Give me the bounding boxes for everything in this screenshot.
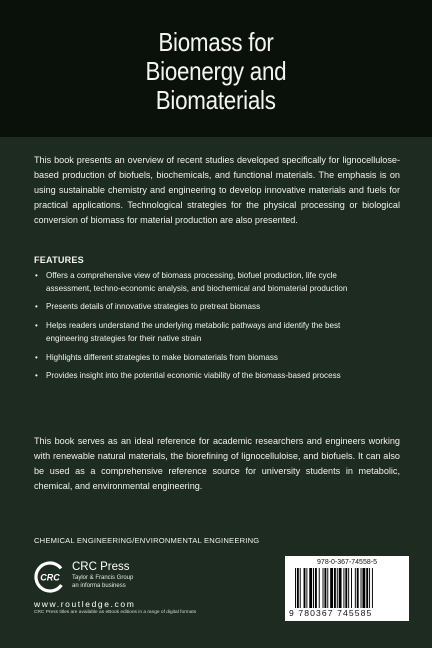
book-title-line-3: Biomaterials bbox=[156, 85, 276, 115]
barcode-bar bbox=[300, 568, 301, 608]
barcode-bar bbox=[297, 568, 299, 608]
isbn-number: 978-0-367-74558-5 bbox=[317, 559, 377, 566]
crc-logo-text: CRC bbox=[40, 572, 60, 583]
feature-item bbox=[34, 352, 374, 365]
barcode-bar bbox=[337, 568, 338, 608]
publisher-group bbox=[72, 575, 133, 590]
feature-text: Highlights different strategies to make biomaterials from biomass bbox=[46, 352, 278, 362]
feature-item bbox=[34, 270, 374, 295]
bullet-icon: • bbox=[35, 271, 38, 280]
barcode-bar bbox=[319, 568, 320, 608]
features-heading: FEATURES bbox=[34, 255, 84, 265]
ebook-note: CRC Press titles are available as eBook editions in a range of digital formats bbox=[34, 610, 197, 615]
barcode-bar bbox=[348, 568, 349, 608]
feature-text: Offers a comprehensive view of biomass processing, biofuel production, life cycle assessment, techno-economic analysis, and biochemical and biomaterial production bbox=[46, 271, 348, 293]
publisher-name: CRC Press bbox=[72, 561, 130, 573]
barcode-bar bbox=[339, 568, 342, 608]
barcode-bar bbox=[369, 568, 370, 608]
book-title-line-1: Biomass for bbox=[158, 27, 274, 57]
isbn-barcode bbox=[285, 556, 409, 621]
barcode-bar bbox=[343, 568, 344, 608]
feature-item bbox=[34, 370, 374, 383]
subject-category: CHEMICAL ENGINEERING/ENVIRONMENTAL ENGINEERING bbox=[34, 536, 260, 545]
barcode-bar bbox=[366, 568, 368, 608]
intro-paragraph: This book presents an overview of recent studies developed specifically for lignocellulose-based production of biofuels, biochemicals, and functional materials. The emphasis is on using sustainable chemistry and engineering to develop innovative materials and fuels for practical applications. Technological strategies for the physical processing or biological conversion of biomass for material production are also presented. bbox=[34, 155, 400, 225]
barcode-bar bbox=[362, 568, 365, 608]
barcode-bar bbox=[330, 568, 333, 608]
barcode-bar bbox=[313, 568, 314, 608]
barcode-bar bbox=[351, 568, 352, 608]
barcode-bar bbox=[345, 568, 347, 608]
crc-logo-icon bbox=[34, 561, 66, 593]
barcode-bar bbox=[323, 568, 324, 608]
bullet-icon: • bbox=[35, 302, 38, 312]
feature-text: Helps readers understand the underlying metabolic pathways and identify the best engineering strategies for their native strain bbox=[46, 321, 341, 343]
barcode-bars bbox=[295, 568, 399, 608]
barcode-bar bbox=[361, 568, 362, 608]
barcode-bar bbox=[309, 568, 312, 608]
feature-text: Provides insight into the potential economic viability of the biomass-based process bbox=[46, 371, 341, 381]
bullet-icon: • bbox=[35, 352, 38, 362]
barcode-bar bbox=[306, 568, 307, 608]
outro-paragraph: This book serves as an ideal reference for academic researchers and engineers working with renewable natural materials, the biorefining of lignocelluloise, and biofuels. It can also be used as a comprehensive reference source for university students in metabolic, chemical, and environmental engineering. bbox=[34, 436, 400, 491]
barcode-bar bbox=[324, 568, 326, 608]
barcode-bar bbox=[334, 568, 336, 608]
barcode-bar bbox=[357, 568, 359, 608]
barcode-bar bbox=[315, 568, 317, 608]
publisher-business: an informa business bbox=[72, 582, 126, 589]
feature-text: Presents details of innovative strategies to pretreat biomass bbox=[46, 302, 261, 312]
bullet-icon: • bbox=[35, 321, 38, 331]
feature-item bbox=[34, 301, 374, 314]
isbn-digits: 9 780367 745585 bbox=[289, 608, 373, 618]
title-band bbox=[0, 0, 432, 137]
book-title-line-2: Bioenergy and bbox=[145, 56, 287, 86]
barcode-bar bbox=[304, 568, 306, 608]
barcode-bar bbox=[327, 568, 328, 608]
feature-list bbox=[34, 270, 374, 389]
bullet-icon: • bbox=[35, 371, 38, 381]
publisher-website: www.routledge.com bbox=[34, 599, 136, 609]
barcode-bar bbox=[372, 568, 373, 608]
back-cover-content bbox=[0, 137, 432, 648]
barcode-bar bbox=[355, 568, 356, 608]
publisher-group-name: Taylor & Francis Group bbox=[72, 575, 134, 581]
feature-item bbox=[34, 320, 374, 345]
barcode-bar bbox=[295, 568, 296, 608]
